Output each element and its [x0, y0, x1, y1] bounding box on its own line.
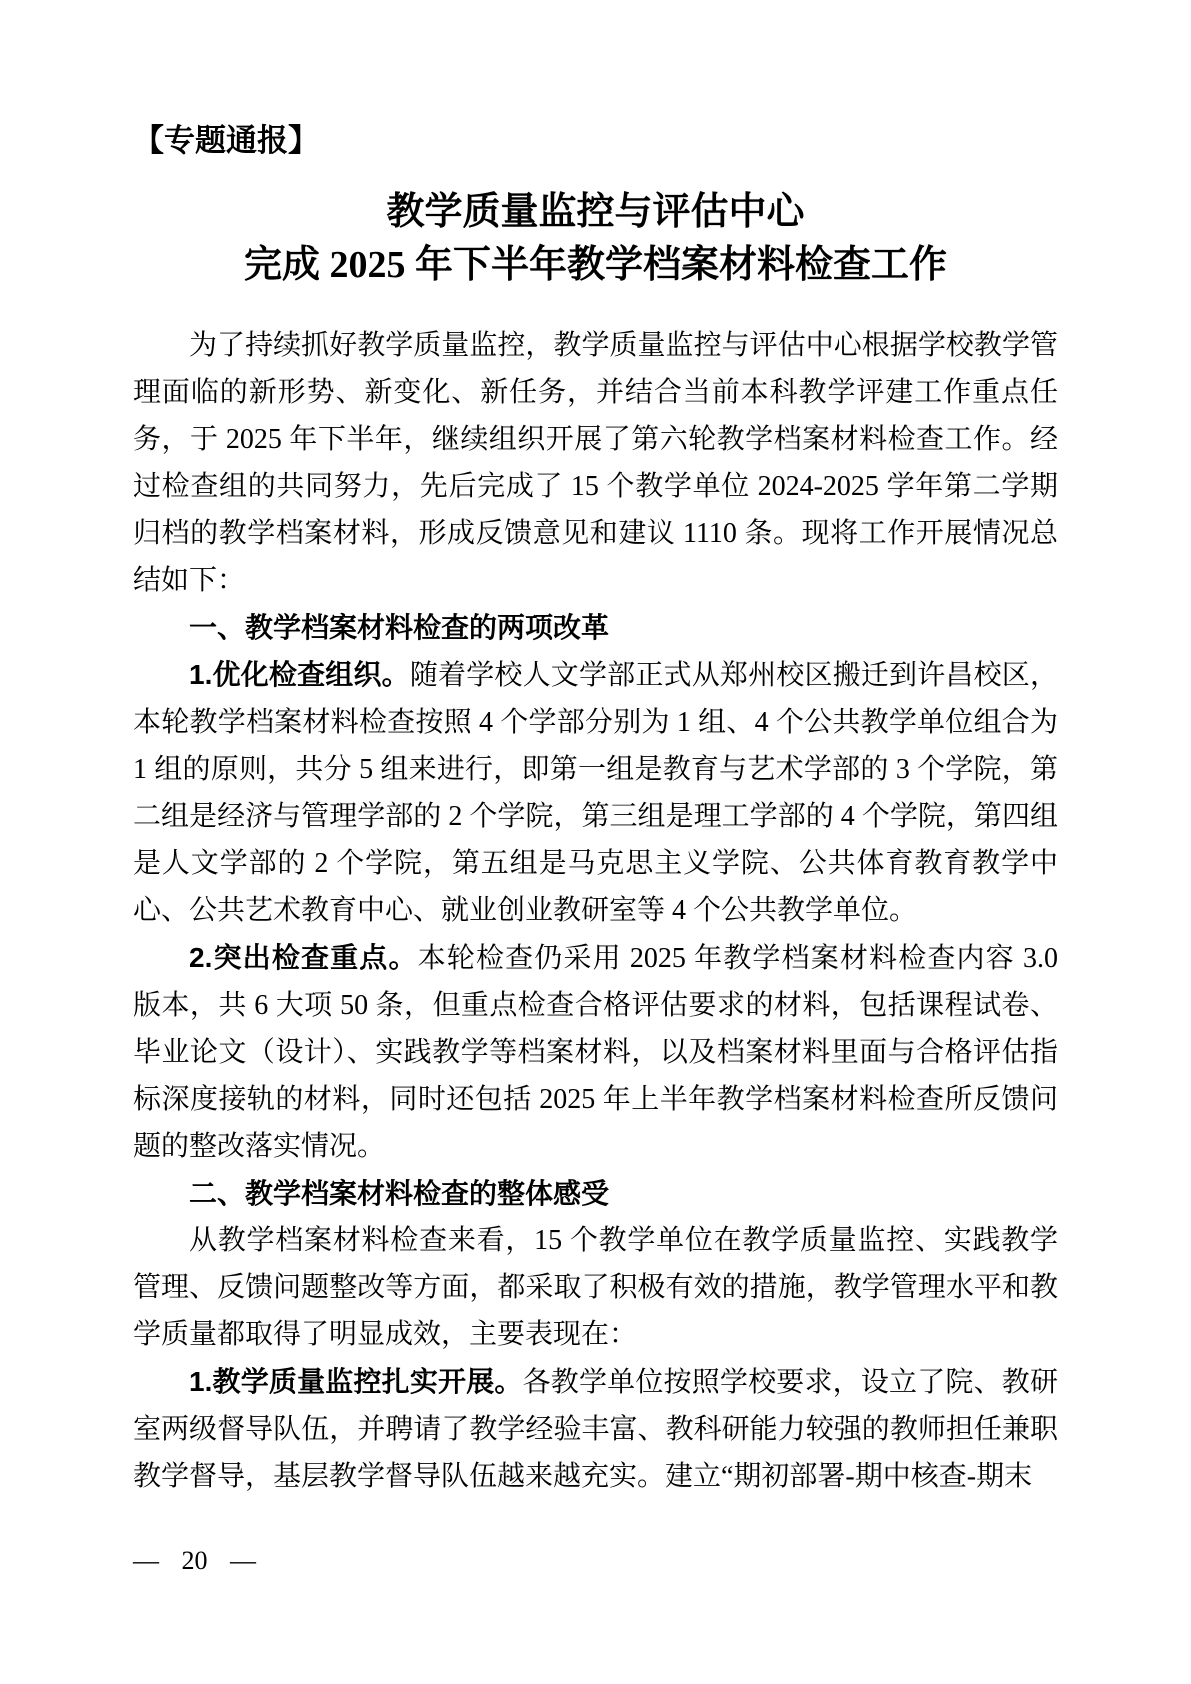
paragraph-reform-2-lead: 2.突出检查重点。 — [189, 942, 418, 973]
title-line-2: 完成 2025 年下半年教学档案材料检查工作 — [243, 244, 947, 286]
paragraph-monitoring-lead: 1.教学质量监控扎实开展。 — [189, 1366, 523, 1397]
paragraph-monitoring-text: 各教学单位按照学校要求，设立了院、教研室两级督导队伍，并聘请了教学经验丰富、教科研能力较强的教师担任兼职教学督导，基层教学督导队伍越来越充实。建立“期初部署-期中核查-期末 — [133, 1367, 1058, 1492]
paragraph-reform-2 — [133, 934, 1058, 1170]
heading-section-1: 一、教学档案材料检查的两项改革 — [189, 612, 610, 643]
paragraph-reform-1-lead: 1.优化检查组织。 — [189, 659, 410, 690]
title-line-1: 教学质量监控与评估中心 — [386, 191, 805, 233]
paragraph-intro: 为了持续抓好教学质量监控，教学质量监控与评估中心根据学校教学管理面临的新形势、新变化、新任务，并结合当前本科教学评建工作重点任务，于 2025 年下半年，继续组织开展了第六轮教学档案材料检查工作。经过检查组的共同努力，先后完成了 15 个教学单位 2024-2025 学年第二学期归档的教学档案材料，形成反馈意见和建议 1110 条。现将工作开展情况总结如下： — [133, 330, 1058, 596]
paragraph-reform-2-text: 本轮检查仍采用 2025 年教学档案材料检查内容 3.0 版本，共 6 大项 50 条，但重点检查合格评估要求的材料，包括课程试卷、毕业论文（设计）、实践教学等档案材料，以及档案材料里面与合格评估指标深度接轨的材料，同时还包括 2025 年上半年教学档案材料检查所反馈问题的整改落实情况。 — [133, 943, 1058, 1162]
paragraph-reform-1-text: 随着学校人文学部正式从郑州校区搬迁到许昌校区，本轮教学档案材料检查按照 4 个学部分别为 1 组、4 个公共教学单位组合为 1 组的原则，共分 5 组来进行，即第一组是教育与艺术学部的 3 个学院，第二组是经济与管理学部的 2 个学院，第三组是理工学部的 4 个学院，第四组是人文学部的 2 个学院，第五组是马克思主义学院、公共体育教育教学中心、公共艺术教育中心、就业创业教研室等 4 个公共教学单位。 — [133, 660, 1058, 926]
paragraph-monitoring — [133, 1358, 1058, 1500]
document-title — [133, 186, 1058, 292]
section-tag: 【专题通报】 — [133, 123, 319, 158]
paragraph-overview: 从教学档案材料检查来看，15 个教学单位在教学质量监控、实践教学管理、反馈问题整改等方面，都采取了积极有效的措施，教学管理水平和教学质量都取得了明显成效，主要表现在： — [133, 1225, 1058, 1350]
document-body — [133, 322, 1058, 1500]
page-footer — [133, 1541, 256, 1581]
heading-section-2: 二、教学档案材料检查的整体感受 — [189, 1178, 610, 1209]
page-number: — 20 — — [133, 1546, 256, 1575]
paragraph-reform-1 — [133, 651, 1058, 934]
